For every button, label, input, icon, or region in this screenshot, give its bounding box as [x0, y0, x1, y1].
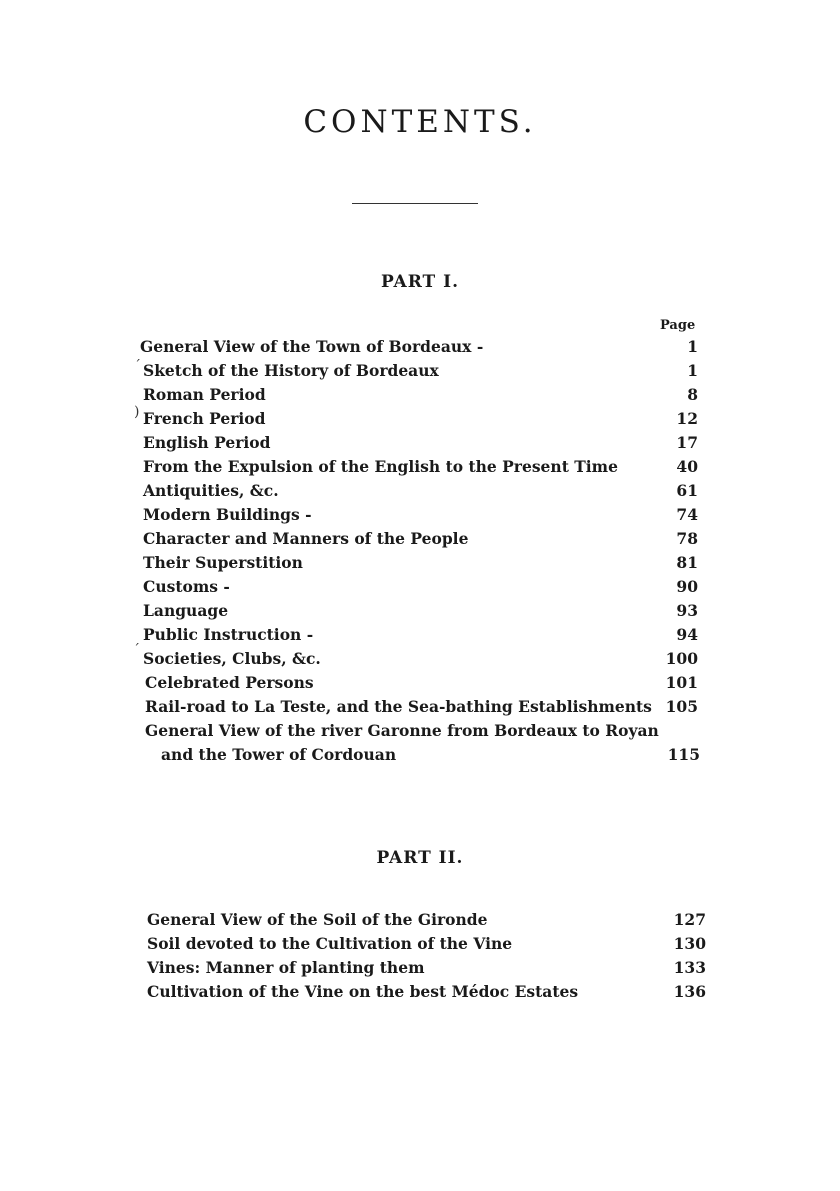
toc-entry-page: 90: [676, 577, 698, 596]
toc-entry-page: 127: [673, 910, 706, 929]
toc-entry-title: Character and Manners of the People: [143, 529, 469, 548]
toc-entry-title: From the Expulsion of the English to the Present Time: [143, 457, 618, 476]
toc-entry-title: French Period: [143, 409, 266, 428]
toc-entry-title: Vines: Manner of planting them: [147, 958, 425, 977]
toc-entry-page: 133: [673, 958, 706, 977]
toc-entry-title: Antiquities, &c.: [143, 481, 279, 500]
toc-entry-title: Language: [143, 601, 229, 620]
toc-entry-title: Sketch of the History of Bordeaux: [143, 361, 439, 380]
toc-entry-page: 61: [676, 481, 698, 500]
margin-tick-mark: ´: [133, 642, 140, 658]
page-column-label: Page: [660, 318, 696, 333]
toc-entry-title: Customs -: [143, 577, 230, 596]
toc-entry-page: 81: [676, 553, 698, 572]
toc-entry-title: Roman Period: [143, 385, 266, 404]
toc-entry-title: Rail-road to La Teste, and the Sea-bathing Establishments: [145, 697, 652, 716]
title-rule: [352, 203, 478, 204]
toc-entry-page: 8: [687, 385, 698, 404]
toc-entry-page: 101: [665, 673, 698, 692]
part-2-heading: PART II.: [376, 848, 464, 868]
toc-entry-page: 12: [676, 409, 698, 428]
toc-entry-title: English Period: [143, 433, 271, 452]
toc-entry-page: 74: [676, 505, 698, 524]
toc-entry-page: 93: [676, 601, 698, 620]
toc-entry-page: 100: [665, 649, 698, 668]
toc-entry-title: Public Instruction -: [143, 625, 314, 644]
toc-entry-title: Celebrated Persons: [145, 673, 314, 692]
toc-entry-page: 1: [687, 361, 698, 380]
toc-entry-title: General View of the river Garonne from Bordeaux to Royan: [145, 721, 659, 740]
toc-entry-title: General View of the Town of Bordeaux -: [140, 337, 484, 356]
toc-entry-title: Their Superstition: [143, 553, 303, 572]
toc-entry-title-continuation: and the Tower of Cordouan: [161, 745, 397, 764]
toc-entry-page: 115: [667, 745, 700, 764]
toc-entry-page: 94: [676, 625, 698, 644]
margin-tick-mark: ): [134, 404, 140, 420]
toc-entry-title: General View of the Soil of the Gironde: [147, 910, 488, 929]
part-1-heading: PART I.: [380, 272, 459, 292]
margin-tick-mark: ´: [134, 358, 141, 374]
toc-entry-page: 105: [665, 697, 698, 716]
toc-entry-page: 40: [676, 457, 698, 476]
toc-entry-title: Modern Buildings -: [143, 505, 312, 524]
toc-entry-page: 136: [673, 982, 706, 1001]
toc-entry-page: 1: [687, 337, 698, 356]
page-title: CONTENTS.: [303, 104, 537, 140]
toc-entry-page: 130: [673, 934, 706, 953]
toc-entry-title: Cultivation of the Vine on the best Médoc Estates: [147, 982, 579, 1001]
toc-entry-title: Societies, Clubs, &c.: [143, 649, 321, 668]
toc-entry-page: 78: [676, 529, 698, 548]
toc-entry-page: 17: [676, 433, 698, 452]
toc-entry-title: Soil devoted to the Cultivation of the Vine: [147, 934, 513, 953]
